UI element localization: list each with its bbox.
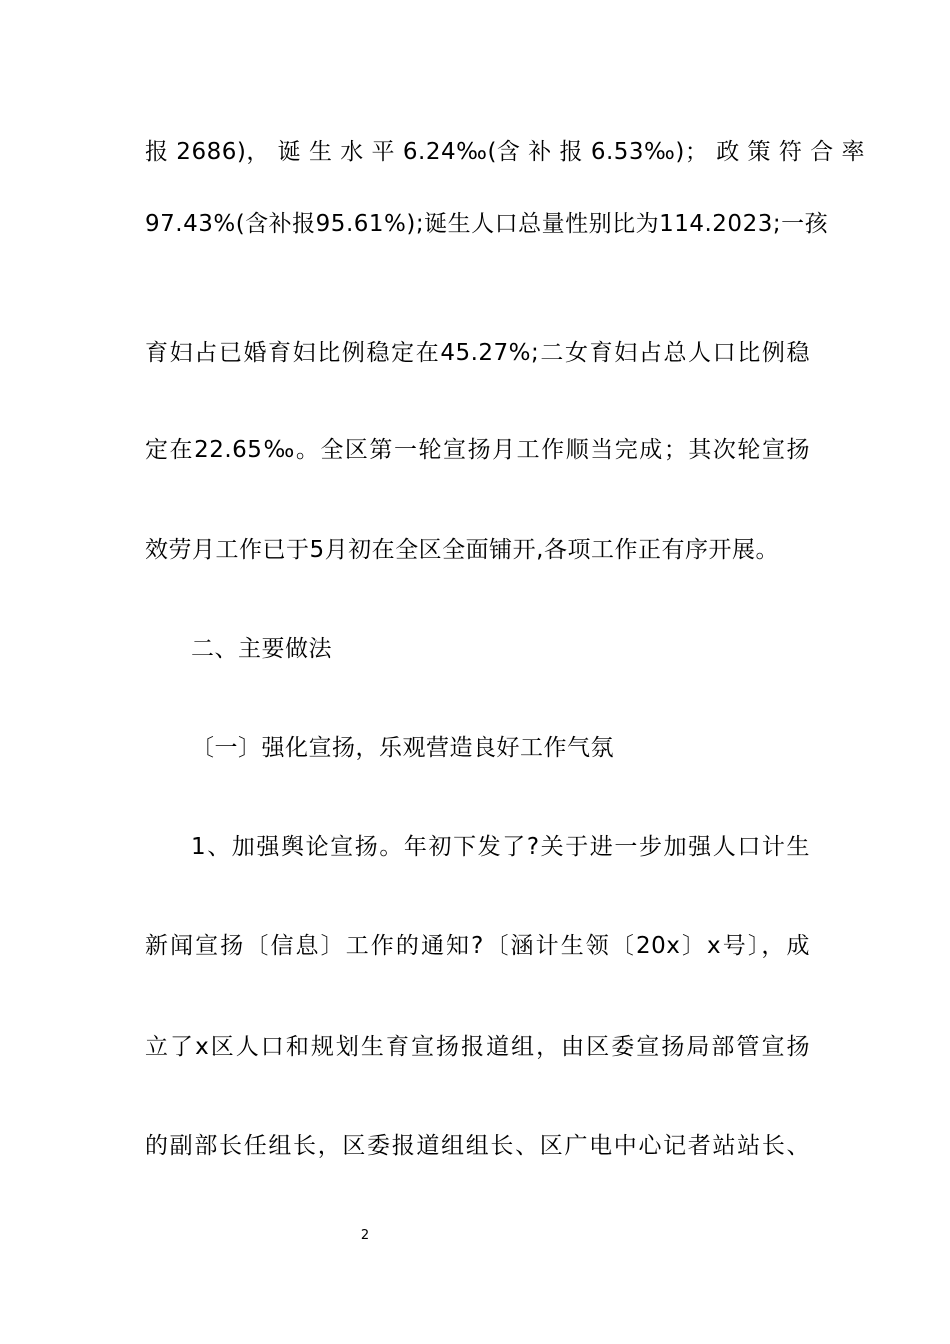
body-text-line: 97.43%(含补报95.61%);诞生人口总量性别比为114.2023;一孩: [145, 211, 829, 237]
page-number: 2: [360, 1228, 370, 1243]
body-text-line: 的副部长任组长，区委报道组组长、区广电中心记者站站长、: [145, 1133, 810, 1159]
body-text-line: 报 2686)， 诞 生 水 平 6.24‰(含 补 报 6.53‰)； 政 策 符 合 率: [145, 139, 865, 165]
body-text-line: 新闻宣扬〔信息〕工作的通知?〔涵计生领〔20x〕x号〕，成: [145, 933, 810, 959]
section-heading: 二、主要做法: [191, 636, 332, 662]
subsection-heading: 〔一〕强化宣扬，乐观营造良好工作气氛: [191, 735, 614, 761]
body-text-line: 立了x区人口和规划生育宣扬报道组，由区委宣扬局部管宣扬: [145, 1034, 810, 1060]
body-text-line: 定在22.65‰。全区第一轮宣扬月工作顺当完成；其次轮宣扬: [145, 437, 810, 463]
body-text-line: 效劳月工作已于5月初在全区全面铺开,各项工作正有序开展。: [145, 537, 779, 563]
body-text-line: 育妇占已婚育妇比例稳定在45.27%;二女育妇占总人口比例稳: [145, 340, 810, 366]
body-text-line: 1、加强舆论宣扬。年初下发了?关于进一步加强人口计生: [191, 834, 810, 860]
